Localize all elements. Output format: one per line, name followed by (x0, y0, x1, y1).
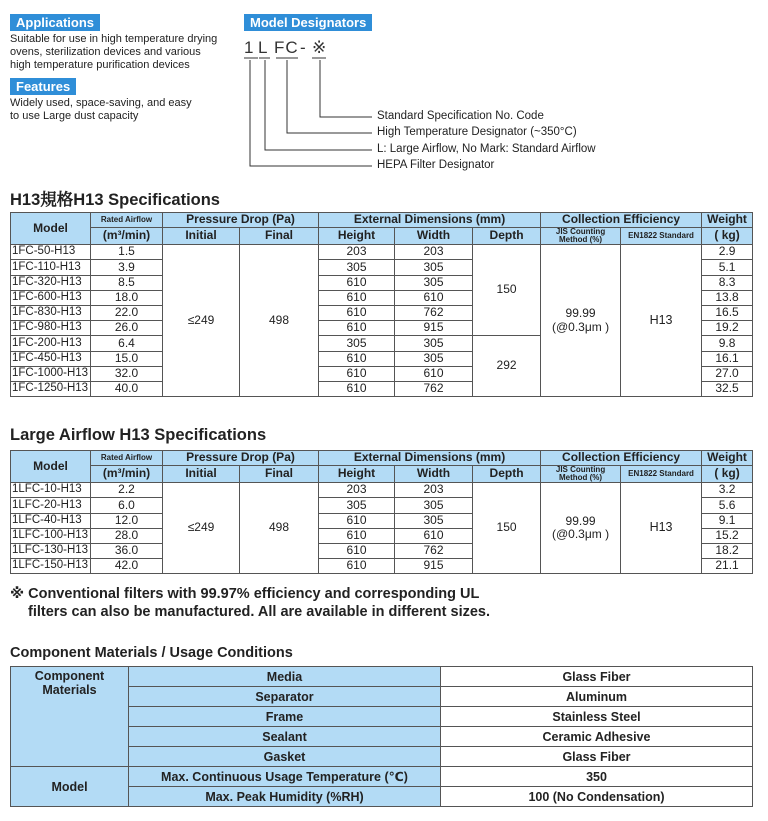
model-cell: 1FC-1250-H13 (11, 381, 91, 396)
width-cell: 762 (395, 543, 473, 558)
component-value: Glass Fiber (441, 747, 753, 767)
depth-cell-group2: 292 (473, 336, 541, 397)
header-height: Height (319, 466, 395, 483)
depth-cell: 150 (473, 483, 541, 574)
airflow-cell: 32.0 (91, 366, 163, 381)
component-value: Ceramic Adhesive (441, 727, 753, 747)
header-en: EN1822 Standard (621, 466, 702, 483)
model-group: Model (11, 767, 129, 807)
designator-part-5: ※ (312, 38, 328, 57)
h13-spec-table (10, 212, 753, 397)
width-cell: 762 (395, 305, 473, 320)
airflow-cell: 40.0 (91, 381, 163, 396)
final-cell: 498 (240, 245, 319, 397)
height-cell: 203 (319, 483, 395, 498)
airflow-cell: 6.4 (91, 336, 163, 351)
height-cell: 305 (319, 336, 395, 351)
component-value: Aluminum (441, 687, 753, 707)
width-cell: 610 (395, 366, 473, 381)
applications-badge: Applications (10, 14, 100, 31)
header-weight: Weight (702, 213, 753, 228)
width-cell: 610 (395, 528, 473, 543)
width-cell: 203 (395, 245, 473, 260)
depth-cell-group1: 150 (473, 245, 541, 336)
features-text: Widely used, space-saving, and easy to use Large dust capacity (10, 97, 192, 122)
airflow-cell: 12.0 (91, 513, 163, 528)
header-weight-unit: ( kg) (702, 228, 753, 245)
header-external-dimensions: External Dimensions (mm) (319, 451, 541, 466)
height-cell: 610 (319, 366, 395, 381)
airflow-cell: 6.0 (91, 498, 163, 513)
weight-cell: 2.9 (702, 245, 753, 260)
designator-part-2: L (258, 38, 269, 57)
weight-cell: 9.8 (702, 336, 753, 351)
weight-cell: 27.0 (702, 366, 753, 381)
model-designators-badge: Model Designators (244, 14, 372, 31)
component-value: Glass Fiber (441, 667, 753, 687)
header-weight-unit: ( kg) (702, 466, 753, 483)
model-cell: 1FC-830-H13 (11, 305, 91, 320)
height-cell: 610 (319, 290, 395, 305)
model-cell: 1LFC-40-H13 (11, 513, 91, 528)
designator-label-high-temp: High Temperature Designator (~350°C) (377, 126, 577, 138)
width-cell: 305 (395, 260, 473, 275)
note-line-2: filters can also be manufactured. All are available in different sizes. (28, 604, 491, 620)
width-cell: 915 (395, 559, 473, 574)
weight-cell: 32.5 (702, 381, 753, 396)
width-cell: 305 (395, 336, 473, 351)
airflow-cell: 8.5 (91, 275, 163, 290)
header-initial: Initial (163, 466, 240, 483)
weight-cell: 5.6 (702, 498, 753, 513)
weight-cell: 18.2 (702, 543, 753, 558)
weight-cell: 15.2 (702, 528, 753, 543)
header-final: Final (240, 228, 319, 245)
header-external-dimensions: External Dimensions (mm) (319, 213, 541, 228)
height-cell: 610 (319, 559, 395, 574)
airflow-cell: 15.0 (91, 351, 163, 366)
model-cell: 1LFC-20-H13 (11, 498, 91, 513)
height-cell: 610 (319, 513, 395, 528)
weight-cell: 3.2 (702, 483, 753, 498)
airflow-cell: 28.0 (91, 528, 163, 543)
model-cell: 1FC-600-H13 (11, 290, 91, 305)
header-airflow-unit: (m³/min) (91, 228, 163, 245)
efficiency-value: 99.99 (565, 306, 596, 321)
efficiency-note: (@0.3μm ) (551, 527, 610, 542)
features-badge: Features (10, 78, 76, 95)
component-item: Gasket (129, 747, 441, 767)
model-cell: 1LFC-130-H13 (11, 543, 91, 558)
applications-text: Suitable for use in high temperature drying ovens, sterilization devices and various high temperature purification devices (10, 33, 218, 71)
large-spec-table (10, 450, 753, 574)
availability-note (10, 585, 490, 621)
model-cell: 1FC-200-H13 (11, 336, 91, 351)
table-row (11, 245, 753, 260)
airflow-cell: 22.0 (91, 305, 163, 320)
width-cell: 610 (395, 290, 473, 305)
model-cell: 1FC-110-H13 (11, 260, 91, 275)
header-pressure-drop: Pressure Drop (Pa) (163, 451, 319, 466)
header-depth: Depth (473, 228, 541, 245)
efficiency-cell (541, 483, 621, 574)
weight-cell: 13.8 (702, 290, 753, 305)
height-cell: 203 (319, 245, 395, 260)
width-cell: 203 (395, 483, 473, 498)
header-rated-airflow: Rated Airflow (91, 451, 163, 466)
height-cell: 610 (319, 321, 395, 336)
weight-cell: 9.1 (702, 513, 753, 528)
weight-cell: 16.5 (702, 305, 753, 320)
header-height: Height (319, 228, 395, 245)
model-cell: 1LFC-10-H13 (11, 483, 91, 498)
height-cell: 610 (319, 543, 395, 558)
large-spec-title: Large Airflow H13 Specifications (10, 426, 267, 444)
component-materials-group: Component Materials (11, 667, 129, 767)
component-value: Stainless Steel (441, 707, 753, 727)
final-cell: 498 (240, 483, 319, 574)
header-jis: JIS Counting Method (%) (541, 466, 621, 483)
note-line-1: ※ Conventional filters with 99.97% efficiency and corresponding UL (10, 586, 480, 602)
model-cell: 1LFC-150-H13 (11, 559, 91, 574)
header-collection-efficiency: Collection Efficiency (541, 451, 702, 466)
airflow-cell: 3.9 (91, 260, 163, 275)
designator-label-hepa: HEPA Filter Designator (377, 159, 495, 171)
usage-value: 350 (441, 767, 753, 787)
model-cell: 1FC-980-H13 (11, 321, 91, 336)
en-class-cell: H13 (621, 483, 702, 574)
components-title: Component Materials / Usage Conditions (10, 645, 293, 661)
weight-cell: 21.1 (702, 559, 753, 574)
height-cell: 610 (319, 305, 395, 320)
usage-value: 100 (No Condensation) (441, 787, 753, 807)
component-item: Frame (129, 707, 441, 727)
usage-item: Max. Continuous Usage Temperature (℃) (129, 767, 441, 787)
header-collection-efficiency: Collection Efficiency (541, 213, 702, 228)
en-class-cell: H13 (621, 245, 702, 397)
components-table (10, 666, 753, 807)
header-final: Final (240, 466, 319, 483)
weight-cell: 19.2 (702, 321, 753, 336)
width-cell: 305 (395, 513, 473, 528)
designator-label-standard: Standard Specification No. Code (377, 110, 544, 122)
designator-connector-lines (0, 0, 400, 180)
efficiency-note: (@0.3μm ) (551, 319, 610, 334)
airflow-cell: 2.2 (91, 483, 163, 498)
width-cell: 305 (395, 498, 473, 513)
header-model: Model (11, 451, 91, 483)
width-cell: 305 (395, 351, 473, 366)
header-width: Width (395, 466, 473, 483)
height-cell: 610 (319, 528, 395, 543)
weight-cell: 16.1 (702, 351, 753, 366)
header-rated-airflow: Rated Airflow (91, 213, 163, 228)
header-model: Model (11, 213, 91, 245)
airflow-cell: 1.5 (91, 245, 163, 260)
header-airflow-unit: (m³/min) (91, 466, 163, 483)
airflow-cell: 18.0 (91, 290, 163, 305)
table-row (11, 767, 753, 787)
component-item: Media (129, 667, 441, 687)
height-cell: 305 (319, 260, 395, 275)
width-cell: 762 (395, 381, 473, 396)
usage-item: Max. Peak Humidity (%RH) (129, 787, 441, 807)
header-weight: Weight (702, 451, 753, 466)
height-cell: 305 (319, 498, 395, 513)
table-row (11, 667, 753, 687)
model-cell: 1FC-320-H13 (11, 275, 91, 290)
component-item: Sealant (129, 727, 441, 747)
header-width: Width (395, 228, 473, 245)
table-row (11, 483, 753, 498)
designator-part-3: FC (274, 38, 299, 57)
initial-cell: ≤249 (163, 483, 240, 574)
designator-label-airflow: L: Large Airflow, No Mark: Standard Airflow (377, 143, 596, 155)
designator-part-4: - (300, 38, 307, 57)
width-cell: 915 (395, 321, 473, 336)
header-en: EN1822 Standard (621, 228, 702, 245)
airflow-cell: 36.0 (91, 543, 163, 558)
h13-spec-title: H13規格H13 Specifications (10, 191, 220, 209)
width-cell: 305 (395, 275, 473, 290)
header-depth: Depth (473, 466, 541, 483)
weight-cell: 8.3 (702, 275, 753, 290)
efficiency-value: 99.99 (565, 513, 596, 528)
model-cell: 1FC-450-H13 (11, 351, 91, 366)
airflow-cell: 42.0 (91, 559, 163, 574)
model-cell: 1LFC-100-H13 (11, 528, 91, 543)
model-cell: 1FC-50-H13 (11, 245, 91, 260)
header-jis: JIS Counting Method (%) (541, 228, 621, 245)
height-cell: 610 (319, 381, 395, 396)
header-initial: Initial (163, 228, 240, 245)
height-cell: 610 (319, 275, 395, 290)
designator-part-1: 1 (244, 38, 255, 57)
component-item: Separator (129, 687, 441, 707)
header-pressure-drop: Pressure Drop (Pa) (163, 213, 319, 228)
height-cell: 610 (319, 351, 395, 366)
efficiency-cell (541, 245, 621, 397)
airflow-cell: 26.0 (91, 321, 163, 336)
initial-cell: ≤249 (163, 245, 240, 397)
weight-cell: 5.1 (702, 260, 753, 275)
model-cell: 1FC-1000-H13 (11, 366, 91, 381)
